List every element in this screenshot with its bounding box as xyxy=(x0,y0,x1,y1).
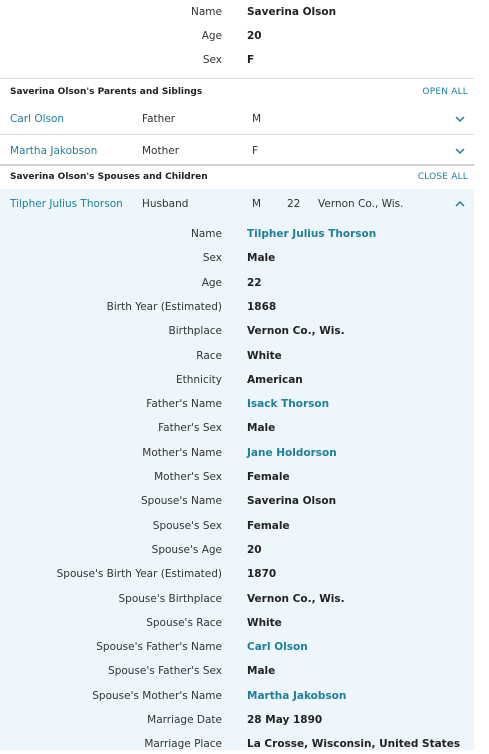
detail-label: Race xyxy=(196,349,222,362)
field-label: Age xyxy=(201,30,222,42)
detail-value: American xyxy=(247,373,303,386)
detail-value: 28 May 1890 xyxy=(247,714,323,726)
detail-row xyxy=(0,686,474,706)
detail-value-link[interactable]: Tilpher Julius Thorson xyxy=(247,228,377,240)
detail-label: Spouse's Sex xyxy=(152,519,222,532)
detail-row xyxy=(0,467,474,487)
relative-name-link[interactable]: Martha Jakobson xyxy=(10,145,98,157)
detail-label: Spouse's Father's Sex xyxy=(108,665,222,678)
relative-row-father[interactable] xyxy=(0,106,474,132)
detail-row xyxy=(0,394,474,414)
detail-row xyxy=(0,637,474,657)
detail-row xyxy=(0,734,474,754)
field-value: F xyxy=(247,54,255,66)
detail-value: White xyxy=(247,349,282,362)
detail-value: Female xyxy=(247,519,290,532)
detail-label: Spouse's Father's Name xyxy=(96,641,222,654)
spouse-name-link[interactable]: Tilpher Julius Thorson xyxy=(10,198,123,210)
relative-sex: F xyxy=(252,145,259,157)
chevron-down-icon[interactable] xyxy=(454,145,466,157)
detail-label: Spouse's Race xyxy=(146,616,222,629)
spouse-row[interactable] xyxy=(0,191,474,217)
detail-value-link[interactable]: Jane Holdorson xyxy=(247,446,337,459)
divider xyxy=(0,134,474,135)
detail-label: Birthplace xyxy=(168,325,222,338)
relative-role: Father xyxy=(142,113,176,125)
detail-row xyxy=(0,370,474,390)
relative-row-mother[interactable] xyxy=(0,138,474,164)
person-field-name xyxy=(0,2,474,22)
close-all-button[interactable]: CLOSE ALL xyxy=(417,172,468,182)
divider xyxy=(0,78,474,79)
detail-label: Mother's Name xyxy=(142,446,222,459)
detail-label: Marriage Date xyxy=(147,714,222,726)
relative-role: Mother xyxy=(142,145,180,157)
relative-name-link[interactable]: Carl Olson xyxy=(10,113,65,125)
detail-row xyxy=(0,346,474,366)
detail-value: 22 xyxy=(247,276,262,289)
spouse-details-panel xyxy=(0,189,474,750)
detail-label: Father's Sex xyxy=(158,422,222,435)
detail-label: Marriage Place xyxy=(144,738,222,751)
detail-value: 20 xyxy=(247,543,262,556)
spouse-role: Husband xyxy=(142,198,189,210)
chevron-up-icon[interactable] xyxy=(454,198,466,210)
detail-row xyxy=(0,297,474,317)
detail-label: Spouse's Name xyxy=(140,495,222,508)
person-field-age xyxy=(0,26,474,46)
detail-row xyxy=(0,710,474,730)
detail-value-link[interactable]: Martha Jakobson xyxy=(247,689,347,702)
detail-label: Sex xyxy=(202,252,222,265)
detail-label: Name xyxy=(191,228,222,240)
detail-value: Female xyxy=(247,471,290,483)
detail-value: Saverina Olson xyxy=(247,495,337,508)
spouse-age: 22 xyxy=(287,198,301,210)
detail-row xyxy=(0,613,474,633)
chevron-down-icon[interactable] xyxy=(454,113,466,125)
detail-label: Father's Name xyxy=(146,398,222,411)
spouse-sex: M xyxy=(252,198,262,210)
detail-row xyxy=(0,418,474,438)
detail-row xyxy=(0,589,474,609)
detail-label: Age xyxy=(201,276,222,289)
detail-value: 1868 xyxy=(247,300,277,313)
detail-row xyxy=(0,661,474,681)
detail-row xyxy=(0,321,474,341)
detail-value-link[interactable]: Isack Thorson xyxy=(247,398,330,411)
open-all-button[interactable]: OPEN ALL xyxy=(422,87,468,97)
relative-sex: M xyxy=(252,113,262,125)
detail-label: Spouse's Birth Year (Estimated) xyxy=(56,568,222,581)
spouse-place: Vernon Co., Wis. xyxy=(318,198,404,210)
detail-value: Vernon Co., Wis. xyxy=(247,325,345,338)
detail-row xyxy=(0,273,474,293)
detail-label: Mother's Sex xyxy=(154,471,222,483)
field-value: Saverina Olson xyxy=(247,6,337,18)
person-field-sex xyxy=(0,50,474,70)
detail-label: Birth Year (Estimated) xyxy=(106,300,222,313)
detail-row xyxy=(0,248,474,268)
detail-value: 1870 xyxy=(247,568,277,581)
detail-row xyxy=(0,491,474,511)
detail-value: White xyxy=(247,616,282,629)
detail-value-link[interactable]: Carl Olson xyxy=(247,641,308,654)
detail-label: Spouse's Mother's Name xyxy=(92,689,222,702)
field-label: Sex xyxy=(202,54,222,66)
detail-value: Vernon Co., Wis. xyxy=(247,592,345,605)
detail-value: Male xyxy=(247,665,276,678)
detail-row xyxy=(0,443,474,463)
detail-row xyxy=(0,516,474,536)
field-value: 20 xyxy=(247,30,262,42)
detail-row xyxy=(0,540,474,560)
detail-value: Male xyxy=(247,422,276,435)
detail-label: Spouse's Age xyxy=(151,543,222,556)
detail-label: Spouse's Birthplace xyxy=(118,592,222,605)
divider xyxy=(0,164,474,166)
spouses-section-title: Saverina Olson's Spouses and Children xyxy=(10,172,208,182)
parents-section-title: Saverina Olson's Parents and Siblings xyxy=(10,87,203,97)
detail-label: Ethnicity xyxy=(176,373,222,386)
detail-row xyxy=(0,224,474,244)
detail-value: La Crosse, Wisconsin, United States xyxy=(247,738,461,751)
detail-row xyxy=(0,564,474,584)
detail-value: Male xyxy=(247,252,276,265)
field-label: Name xyxy=(191,6,222,18)
